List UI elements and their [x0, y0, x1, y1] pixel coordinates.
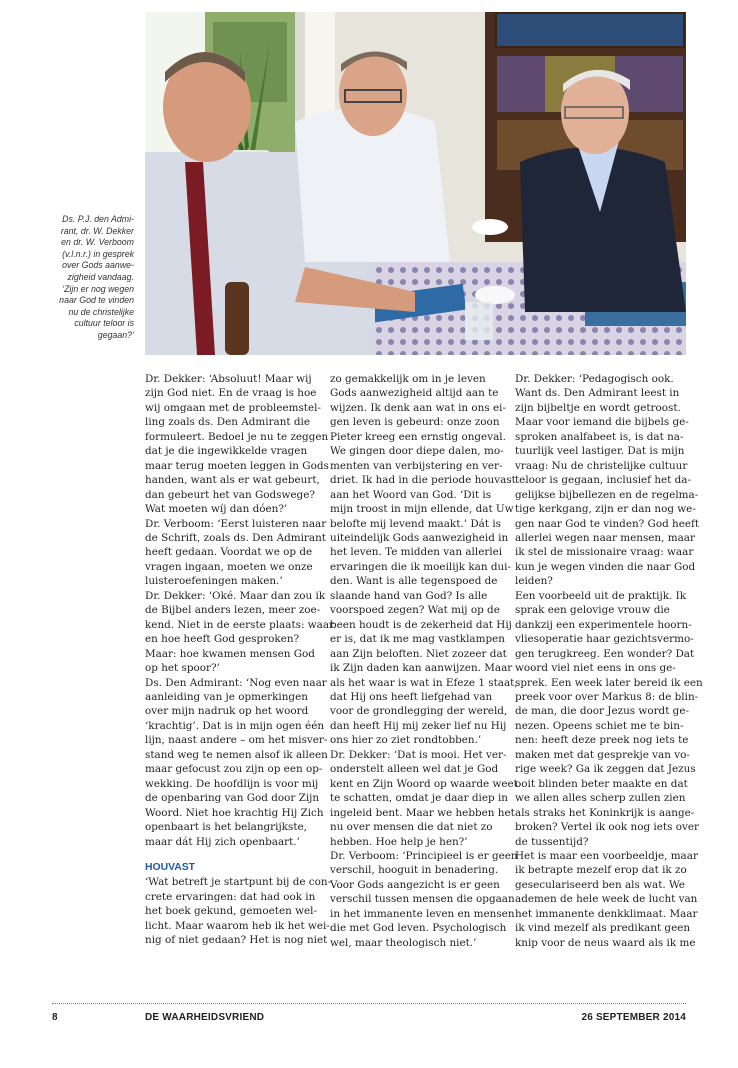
text-line: voor de grondlegging der wereld, [330, 705, 508, 718]
text-line: handen, want als er wat gebeurt, [145, 474, 320, 487]
text-line: dankzij een experimentele hoorn- [515, 618, 692, 631]
text-line: dan heeft Hij mij zeker lief nu Hij [330, 719, 507, 732]
text-line: slaande hand van God? Is alle [330, 589, 488, 602]
text-line: den. Want is alle tegenspoed de [330, 575, 498, 588]
text-line: er is, dat ik me mag vastklampen [330, 633, 505, 646]
text-line: Dr. Dekker: ‘Absoluut! Maar wij [145, 373, 312, 385]
text-line: gen terugkreeg. Een wonder? Dat [515, 647, 695, 660]
text-line: voorspoed zegen? Wat mij op de [330, 604, 500, 617]
article-photo [145, 12, 686, 355]
text-line: woord viel niet eens in ons ge- [515, 662, 676, 675]
text-line: het boek gekund, gemoeten wel- [145, 905, 317, 918]
text-line: Dr. Dekker: ‘Oké. Maar dan zou ik [145, 589, 326, 602]
text-line: maar gefocust zou zijn op een op- [145, 763, 323, 776]
page-number: 8 [52, 1012, 58, 1023]
caption-line: zigheid vandaag. [67, 271, 134, 282]
text-line: nezen. Opeens schiet me te bin- [515, 719, 684, 732]
text-line: Maar voor iemand die bijbels ge- [515, 416, 689, 429]
caption-line: (v.l.n.r.) in gesprek [62, 248, 134, 259]
text-line: Woord. Niet hoe krachtig Hij Zich [145, 806, 324, 819]
text-line: die met God leven. Psychologisch [330, 922, 507, 935]
text-line: menten van verbijstering en ver- [330, 459, 503, 472]
text-line: aanleiding van je opmerkingen [145, 690, 308, 703]
text-line: sprek. Een week later bereid ik een [515, 676, 703, 689]
text-line: verschil tussen mensen die opgaan [330, 893, 515, 906]
text-line: ervaringen die ik moeilijk kan dui- [330, 560, 512, 573]
text-line: nig of niet gedaan? Het is nog niet [145, 934, 328, 947]
text-line: wijzen. Ik denk aan wat in ons ei- [330, 401, 506, 414]
article-column-1 [145, 372, 335, 948]
caption-line: Ds. P.J. den Admi- [62, 214, 134, 224]
text-line: verschil, hooguit in benadering. [330, 864, 499, 877]
text-line: vragen ingaan, moeten we onze [145, 560, 313, 573]
text-line: mijn troost in mijn ellende, dat Uw [330, 503, 514, 516]
text-line: Dr. Verboom: ‘Eerst luisteren naar [145, 517, 327, 530]
text-line: gen leven is gebeurd: onze zoon [330, 416, 500, 429]
text-line: onderstelt alleen wel dat je God [330, 763, 499, 776]
text-line: lijn, naast andere – om het misver- [145, 734, 328, 747]
text-line: Pieter kreeg een ernstig ongeval. [330, 430, 506, 443]
text-line: maar terug moeten leggen in Gods [145, 459, 329, 472]
text-line: hebben. Hoe help je hen?’ [330, 835, 468, 848]
caption-line: rant, dr. W. Dekker [60, 225, 134, 236]
text-line: tuurlijk veel lastiger. Dat is mijn [515, 445, 685, 458]
text-line: zo gemakkelijk om in je leven [330, 373, 486, 385]
text-line: dan gebeurt het van Godswege? [145, 488, 315, 501]
article-column-3 [515, 372, 703, 950]
text-line: geseculariseerd ben als wat. We [515, 878, 685, 891]
text-line: de man, die door Jezus wordt ge- [515, 705, 689, 718]
text-line: ‘krachtig’. Dat is in mijn ogen één [145, 719, 325, 732]
text-line: licht. Maar waarom heb ik het wei- [145, 919, 330, 932]
text-line: stand weg te nemen alsof ik alleen [145, 748, 328, 761]
text-line: heeft gedaan. Voordat we op de [145, 546, 313, 559]
caption-line: ‘Zijn er nog wegen [62, 283, 134, 294]
text-line: in het immanente leven en mensen [330, 907, 515, 920]
text-line: de tussentijd? [515, 835, 589, 848]
text-line: de Bijbel anders lezen, meer zoe- [145, 604, 321, 617]
text-line: ik betrapte mezelf erop dat ik zo [515, 864, 687, 877]
text-line: zijn bijbeltje en wordt getroost. [515, 401, 681, 414]
caption-line: over Gods aanwe- [62, 260, 134, 271]
section-heading: HOUVAST [145, 861, 196, 873]
text-line: Dr. Dekker: ‘Dat is mooi. Het ver- [330, 748, 507, 761]
text-line: de openbaring van God door Zijn [145, 792, 320, 805]
text-line: kun je wegen vinden die naar God [515, 560, 696, 573]
article-column-2 [330, 372, 518, 950]
text-line: gen naar God te vinden? God heeft [515, 517, 700, 530]
text-line: dat je die ingewikkelde vragen [145, 445, 308, 458]
text-line: gelijkse bijbellezen en de regelma- [515, 488, 699, 501]
text-line: dat Hij ons heeft liefgehad van [330, 690, 493, 703]
text-line: wekking. De hoofdlijn is voor mij [145, 777, 319, 790]
text-line: ling zoals ds. Den Admirant die [145, 416, 311, 429]
text-line: Maar: hoe kwamen mensen God [145, 647, 315, 660]
caption-line: cultuur teloor is [74, 318, 134, 329]
text-line: aan het Woord van God. ‘Dit is [330, 488, 492, 501]
text-line: Wat moeten wíj dan dóen?’ [145, 503, 288, 516]
text-line: teloor is gegaan, inclusief het da- [515, 474, 692, 487]
text-line: driet. Ik had in die periode houvast [330, 474, 516, 487]
text-line: been houdt is de zekerheid dat Hij [330, 618, 512, 631]
text-line: ademen de hele week de lucht van [515, 893, 698, 906]
caption-line: en dr. W. Verboom [61, 237, 134, 248]
text-line: nu over mensen die dat niet zo [330, 821, 493, 834]
issue-date: 26 SEPTEMBER 2014 [581, 1012, 686, 1023]
text-line: vliesoperatie haar gezichtsvermo- [515, 633, 694, 646]
text-line: rige week? Ga ik zeggen dat Jezus [515, 763, 696, 776]
text-line: ik stel de missionaire vraag: waar [515, 546, 694, 559]
text-line: Dr. Dekker: ‘Pedagogisch ook. [515, 373, 674, 385]
text-line: knip voor de neus waard als ik me [515, 936, 696, 949]
text-line: wel, maar theologisch niet.’ [330, 936, 477, 949]
text-line: uiteindelijk Gods aanwezigheid in [330, 531, 509, 544]
text-line: het leven. Te midden van allerlei [330, 546, 503, 559]
text-line: de Schrift, zoals ds. Den Admirant [145, 531, 326, 544]
text-line: maar dát Hij zich openbaart.’ [145, 835, 300, 848]
text-line: leiden? [515, 575, 553, 588]
text-line: We gingen door diepe dalen, mo- [330, 445, 504, 458]
text-line: ik Zijn daden kan aanwijzen. Maar [330, 662, 513, 675]
text-line: Ds. Den Admirant: ‘Nog even naar [145, 676, 327, 689]
text-line: ons hier zo ziet rondtobben.’ [330, 734, 482, 747]
text-line: en hoe heeft God gesproken? [145, 633, 300, 646]
text-line: ‘Wat betreft je startpunt bij de con- [145, 876, 332, 889]
text-line: openbaart is het belangrijkste, [145, 821, 307, 834]
text-line: op het spoor?’ [145, 662, 220, 675]
text-line: vraag: Nu de christelijke cultuur [515, 459, 688, 472]
text-line: als straks het Koninkrijk is aange- [515, 806, 695, 819]
text-line: te schatten, omdat je daar diep in [330, 792, 508, 805]
text-line: ingeleid bent. Maar we hebben het [330, 806, 515, 819]
text-line: sproken analfabeet is, is dat na- [515, 430, 684, 443]
text-line: Gods aanwezigheid altijd aan te [330, 387, 499, 400]
text-line: preek voor over Markus 8: de blin- [515, 690, 699, 703]
text-line: over mijn nadruk op het woord [145, 705, 309, 718]
text-line: Want ds. Den Admirant leest in [515, 387, 680, 400]
text-line: luisteroefeningen maken.’ [145, 575, 283, 588]
magazine-name: DE WAARHEIDSVRIEND [145, 1012, 265, 1023]
text-line: sprak een gelovige vrouw die [515, 604, 670, 617]
text-line: wij omgaan met de probleemstel- [145, 401, 321, 414]
photo-caption [22, 214, 134, 342]
text-line: het immanente denkklimaat. Maar [515, 907, 698, 920]
text-line: zijn God niet. En de vraag is hoe [145, 387, 317, 400]
footer-rule [52, 1003, 686, 1004]
caption-line: nu de christelijke [68, 306, 134, 317]
text-line: formuleert. Bedoel je nu te zeggen [145, 430, 329, 443]
text-line: belofte mij levend maakt.’ Dát is [330, 517, 501, 530]
text-line: nen: heeft deze preek nog iets te [515, 734, 689, 747]
caption-line: naar God te vinden [59, 295, 134, 306]
caption-line: gegaan?’ [97, 329, 134, 340]
text-line: broken? Vertel ik ook nog iets over [515, 821, 699, 834]
text-line: Een voorbeeld uit de praktijk. Ik [515, 589, 687, 602]
text-line: Het is maar een voorbeeldje, maar [515, 849, 698, 862]
text-line: Dr. Verboom: ‘Principieel is er geen [330, 849, 518, 862]
text-line: aan Zijn beloften. Niet zozeer dat [330, 647, 507, 660]
text-line: kend. Niet in de eerste plaats: waar [145, 618, 335, 631]
text-line: crete ervaringen: dat had ook in [145, 890, 316, 903]
text-line: maken met dat gesprekje van vo- [515, 748, 690, 761]
text-line: tige kerkgang, zijn er dan nog we- [515, 503, 696, 516]
text-line: ooit blinden beter maakte en dat [515, 777, 688, 790]
text-line: allerlei wegen naar mensen, maar [515, 531, 695, 544]
text-line: Voor Gods aangezicht is er geen [330, 878, 500, 891]
text-line: ik vind mezelf als predikant geen [515, 922, 691, 935]
text-line: we allen alles scherp zullen zien [515, 792, 686, 805]
text-line: als het waar is wat in Efeze 1 staat, [330, 676, 518, 689]
text-line: kent en Zijn Woord op waarde weet [330, 777, 518, 790]
